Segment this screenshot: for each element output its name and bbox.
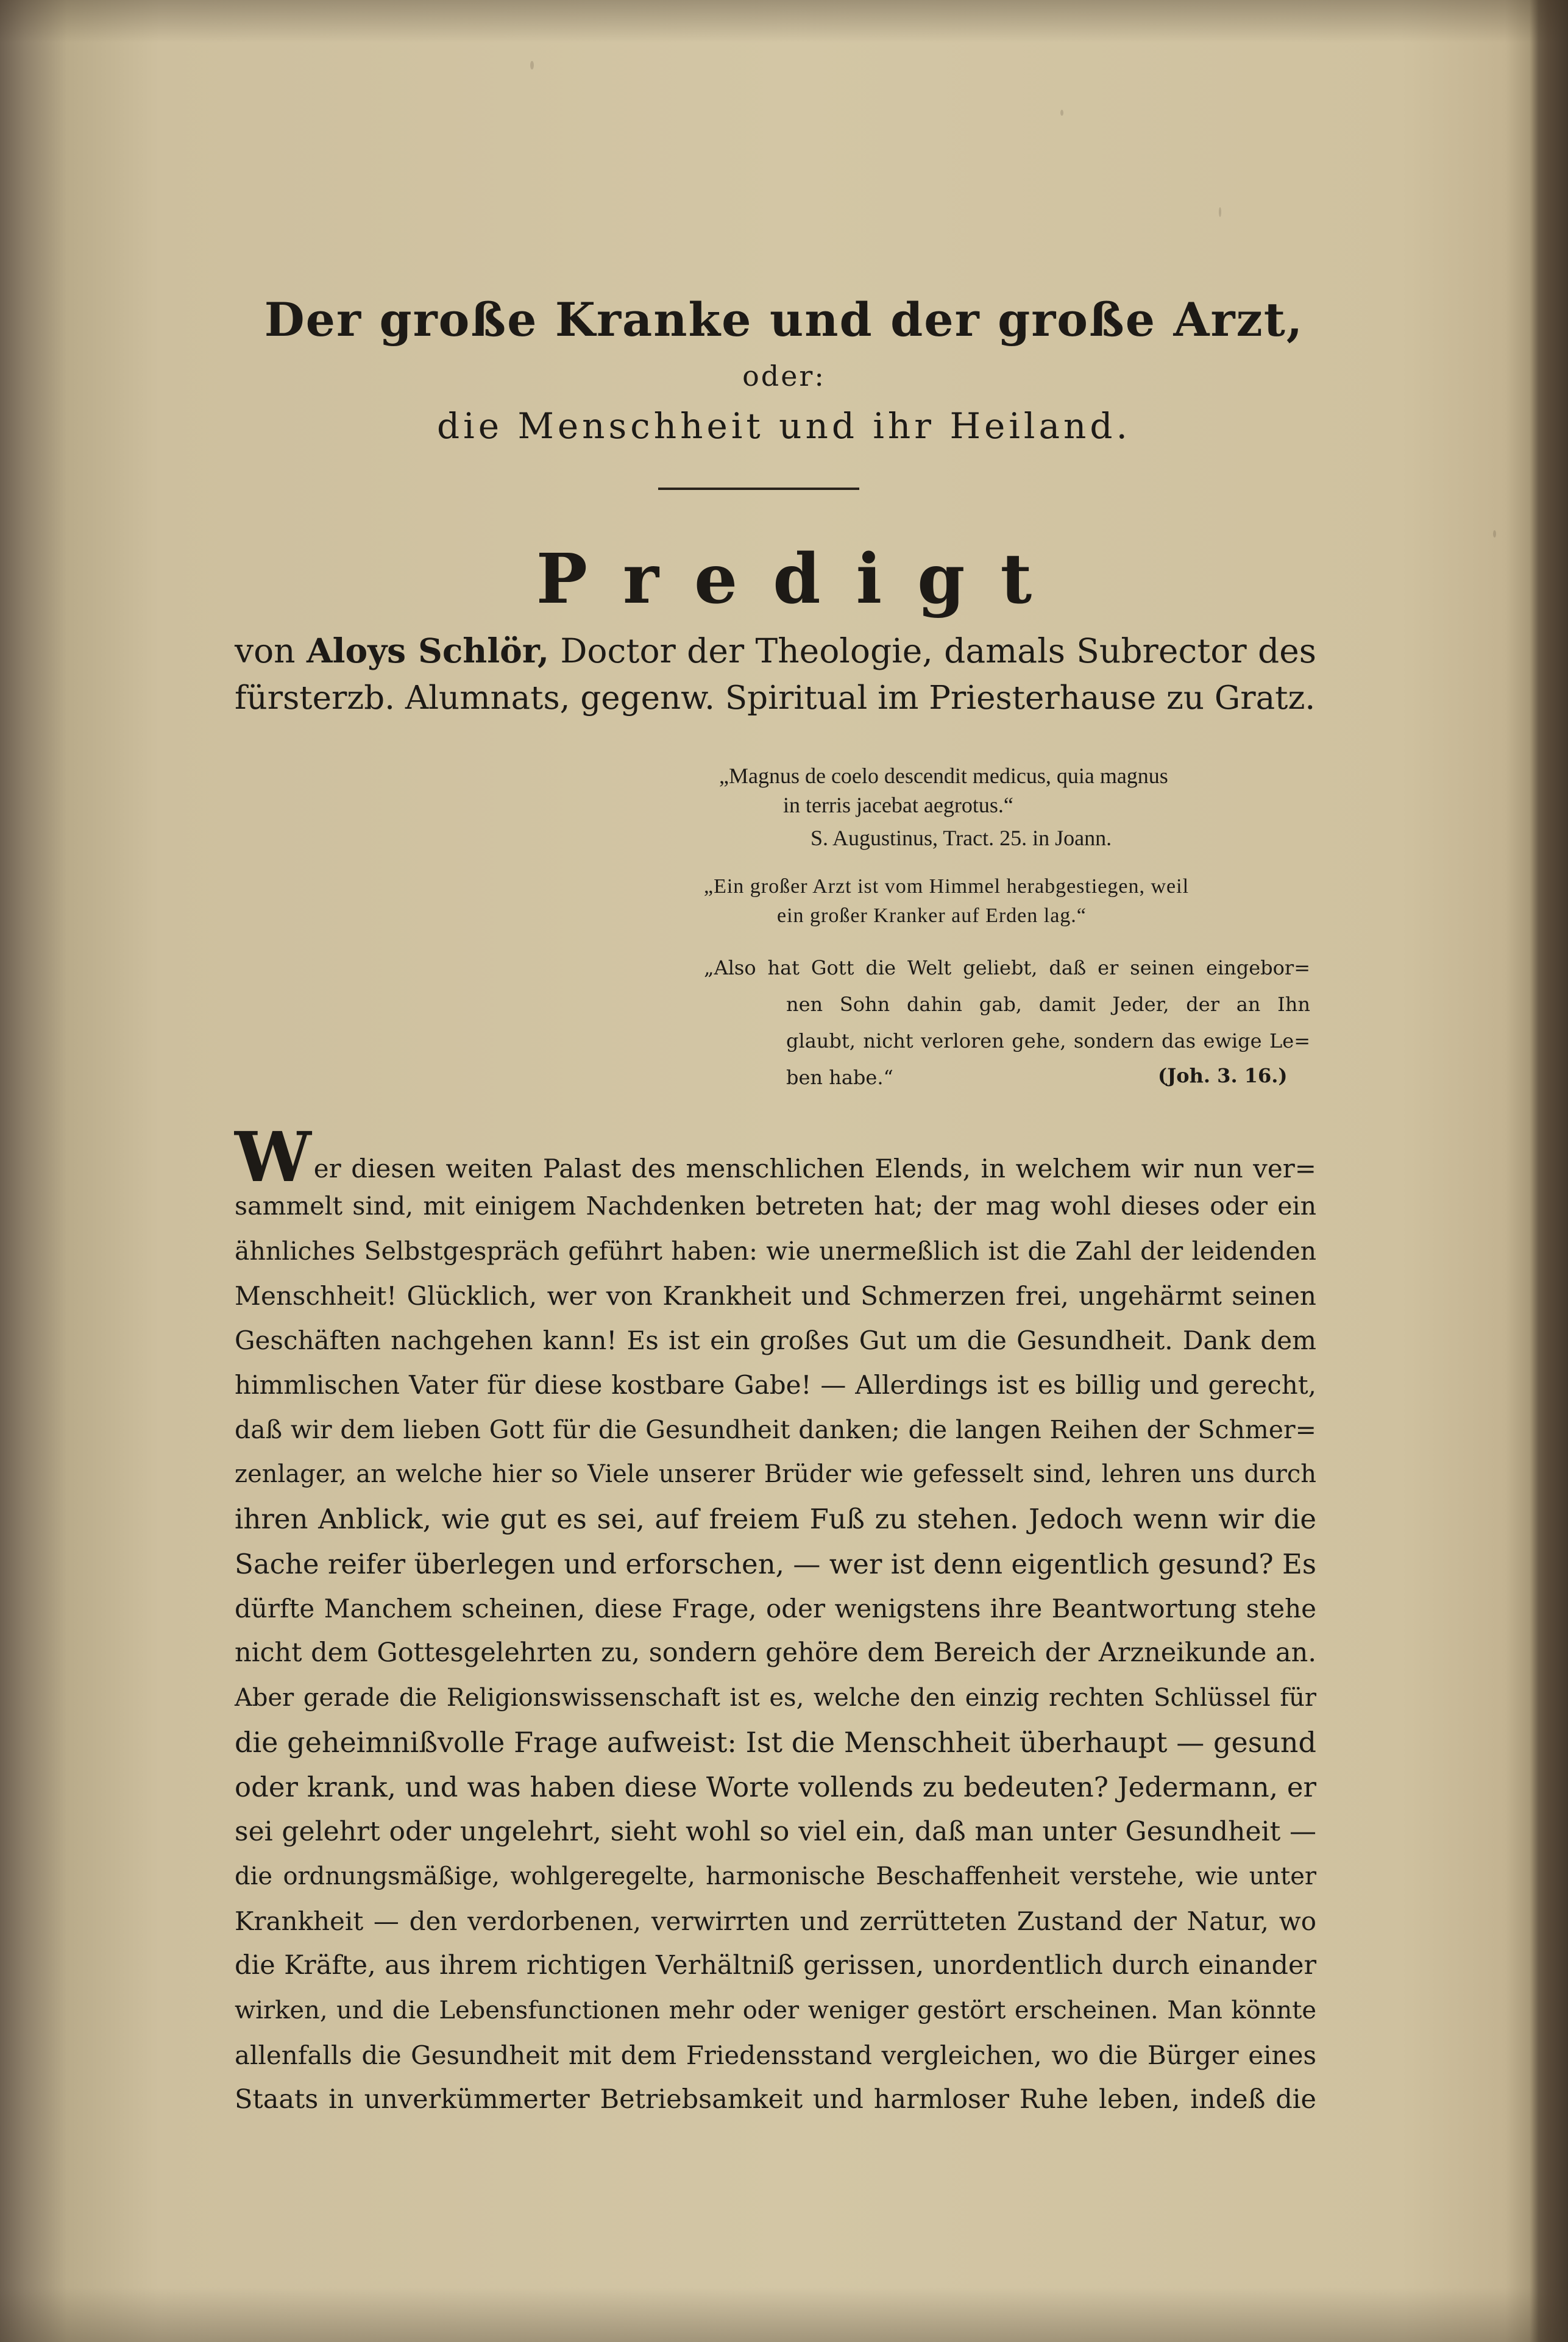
epigraph-latin-line: „Magnus de coelo descendit medicus, quia magnus bbox=[719, 764, 1168, 788]
paper-speck bbox=[530, 61, 534, 69]
byline-line-2: fürsterzb. Alumnats, gegenw. Spiritual im Priesterhause zu Gratz. bbox=[235, 680, 1316, 717]
byline-line-1 bbox=[235, 631, 1316, 670]
body-line: nicht dem Gottesgelehrten zu, sondern gehöre dem Bereich der Arzneikunde an. bbox=[235, 1638, 1316, 1669]
body-line: die Kräfte, aus ihrem richtigen Verhältniß gerissen, unordentlich durch einander bbox=[235, 1950, 1316, 1981]
paper-speck bbox=[1219, 207, 1221, 217]
page-top-shadow bbox=[0, 0, 1568, 43]
epigraph-bible-line: ben habe.“ bbox=[786, 1066, 893, 1089]
body-line: Staats in unverkümmerter Betriebsamkeit und harmloser Ruhe leben, indeß die bbox=[235, 2084, 1316, 2115]
paper-speck bbox=[1060, 110, 1063, 116]
byline-prefix: von bbox=[235, 631, 296, 670]
epigraph-bible-line: „Also hat Gott die Welt geliebt, daß er seinen eingebor= bbox=[704, 956, 1310, 979]
body-line: allenfalls die Gesundheit mit dem Friedensstand vergleichen, wo die Bürger eines bbox=[235, 2040, 1316, 2070]
page-subtitle: die Menschheit und ihr Heiland. bbox=[437, 405, 1131, 447]
body-first-line-text: er diesen weiten Palast des menschlichen Elends, in welchem wir nun ver= bbox=[313, 1154, 1316, 1183]
byline-credentials: Doctor der Theologie, damals Subrector des bbox=[560, 631, 1316, 670]
body-line: Sache reifer überlegen und erforschen, — wer ist denn eigentlich gesund? Es bbox=[235, 1547, 1316, 1580]
epigraph-latin-line: in terris jacebat aegrotus.“ bbox=[783, 793, 1013, 817]
epigraph-german-line: ein großer Kranker auf Erden lag.“ bbox=[777, 904, 1087, 927]
page-bottom-shadow bbox=[0, 2287, 1568, 2342]
body-line: sei gelehrt oder ungelehrt, sieht wohl so viel ein, daß man unter Gesundheit — bbox=[235, 1816, 1316, 1848]
sermon-heading: Predigt bbox=[536, 539, 1068, 619]
body-line: Geschäften nachgehen kann! Es ist ein großes Gut um die Gesundheit. Dank dem bbox=[235, 1325, 1316, 1356]
page-title: Der große Kranke und der große Arzt, bbox=[264, 293, 1304, 347]
sermon-body bbox=[235, 1118, 1316, 2123]
body-line: Menschheit! Glücklich, wer von Krankheit und Schmerzen frei, ungehärmt seinen bbox=[235, 1280, 1316, 1311]
body-line: Krankheit — den verdorbenen, verwirrten und zerrütteten Zustand der Natur, wo bbox=[235, 1906, 1316, 1937]
body-line: dürfte Manchem scheinen, diese Frage, oder wenigstens ihre Beantwortung stehe bbox=[235, 1593, 1316, 1623]
body-line bbox=[235, 1118, 1316, 1198]
paper-speck bbox=[1493, 530, 1496, 538]
body-line: daß wir dem lieben Gott für die Gesundheit danken; die langen Reihen der Schmer= bbox=[235, 1414, 1316, 1444]
author-name: Aloys Schlör, bbox=[306, 631, 549, 670]
body-line: ihren Anblick, wie gut es sei, auf freiem Fuß zu stehen. Jedoch wenn wir die bbox=[235, 1503, 1316, 1536]
epigraph-bible-reference: (Joh. 3. 16.) bbox=[1158, 1064, 1288, 1087]
body-line: zenlager, an welche hier so Viele unserer Brüder wie gefesselt sind, lehren uns durch bbox=[235, 1460, 1316, 1489]
body-line: ähnliches Selbstgespräch geführt haben: wie unermeßlich ist die Zahl der leidenden bbox=[235, 1236, 1316, 1266]
body-line: wirken, und die Lebensfunctionen mehr oder weniger gestört erscheinen. Man könnte bbox=[235, 1996, 1316, 2024]
epigraph-german-line: „Ein großer Arzt ist vom Himmel herabgestiegen, weil bbox=[704, 875, 1190, 898]
body-line: die geheimnißvolle Frage aufweist: Ist die Menschheit überhaupt — gesund bbox=[235, 1725, 1316, 1759]
epigraph-bible-line: glaubt, nicht verloren gehe, sondern das ewige Le= bbox=[786, 1029, 1310, 1052]
drop-cap: W bbox=[235, 1118, 311, 1198]
body-line: himmlischen Vater für diese kostbare Gabe! — Allerdings ist es billig und gerecht, bbox=[235, 1370, 1316, 1400]
title-divider bbox=[658, 488, 859, 490]
epigraph-bible-line: nen Sohn dahin gab, damit Jeder, der an Ihn bbox=[786, 993, 1310, 1016]
body-line: oder krank, und was haben diese Worte vollends zu bedeuten? Jedermann, er bbox=[235, 1771, 1316, 1804]
title-connector: oder: bbox=[742, 360, 826, 392]
body-line: sammelt sind, mit einigem Nachdenken betreten hat; der mag wohl dieses oder ein bbox=[235, 1191, 1316, 1221]
epigraph-latin-source: S. Augustinus, Tract. 25. in Joann. bbox=[811, 826, 1112, 850]
body-line: die ordnungsmäßige, wohlgeregelte, harmonische Beschaffenheit verstehe, wie unter bbox=[235, 1862, 1316, 1890]
body-line: Aber gerade die Religionswissenschaft ist es, welche den einzig rechten Schlüssel für bbox=[235, 1683, 1316, 1712]
